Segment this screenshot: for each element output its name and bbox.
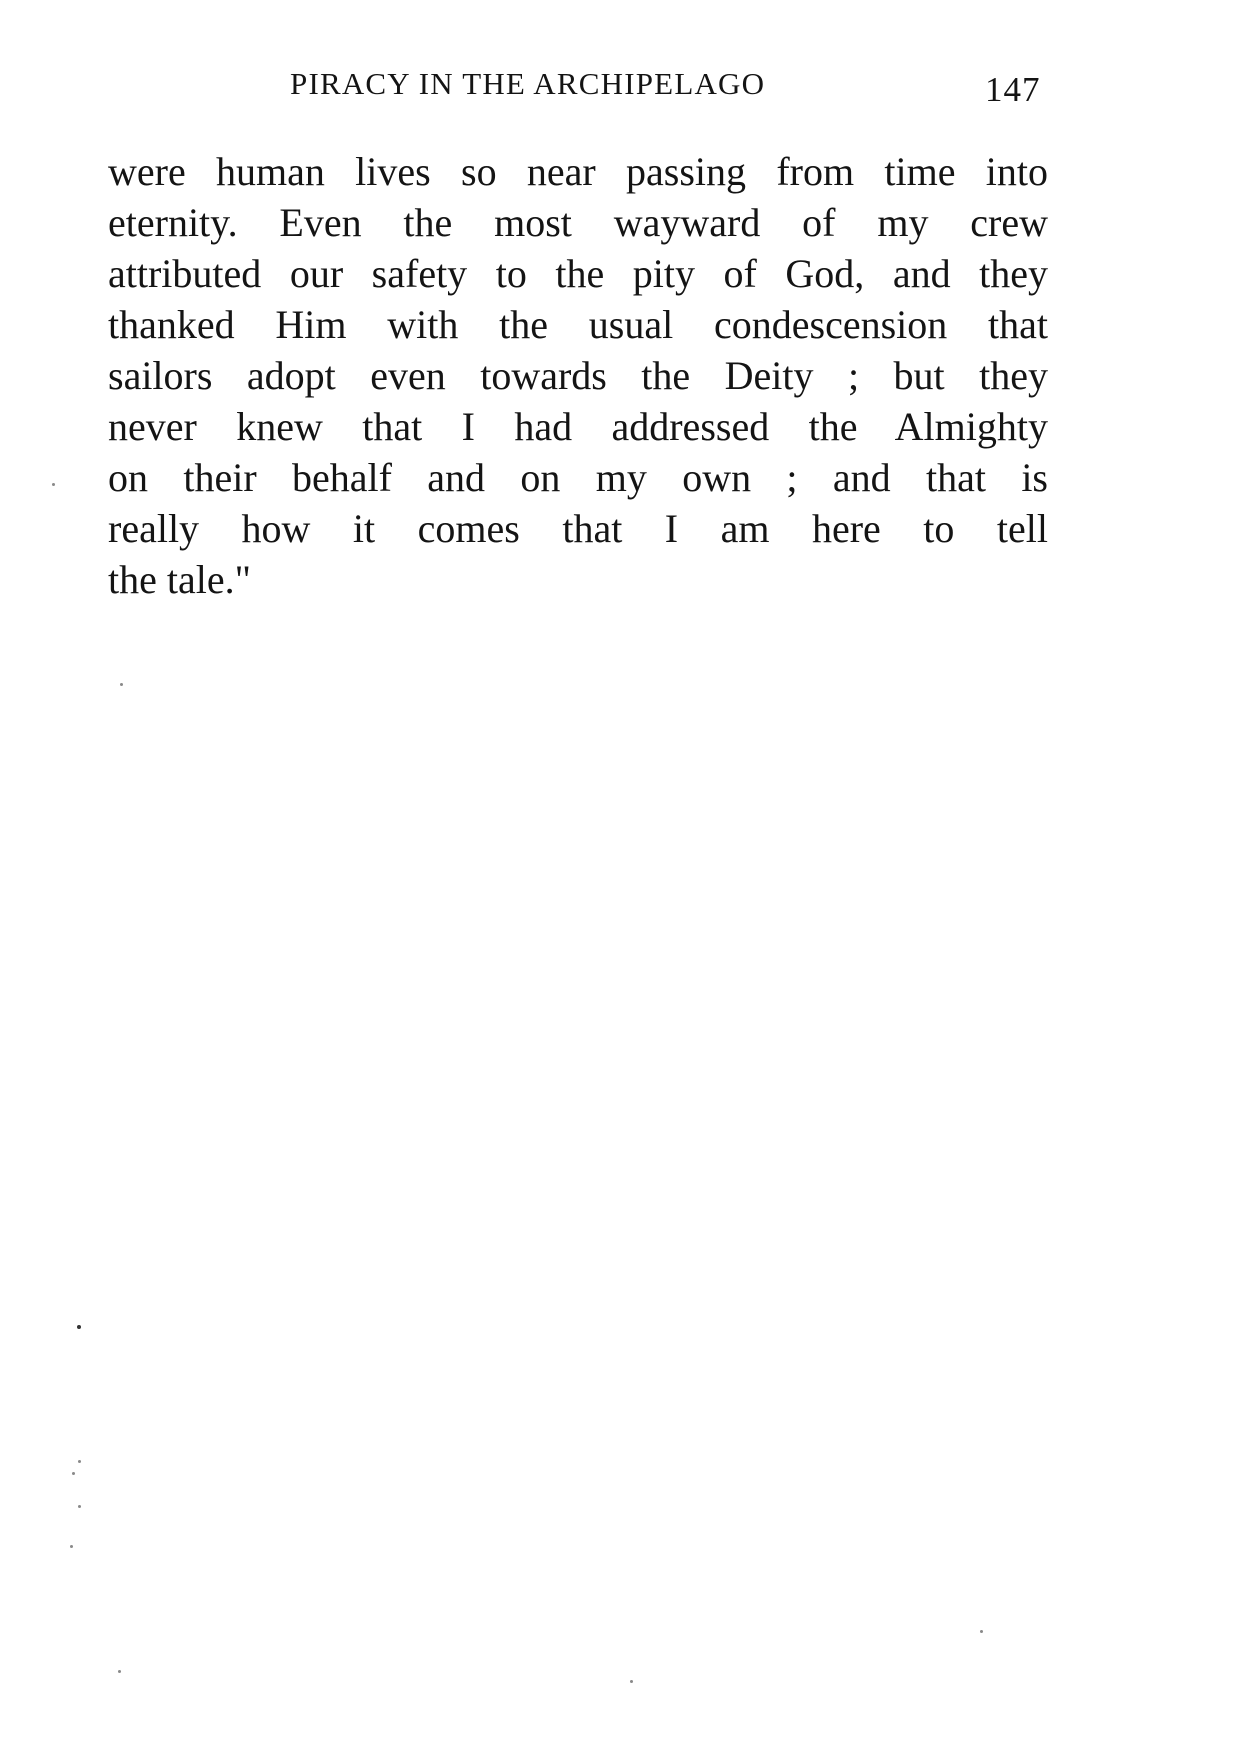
scan-speck: [980, 1630, 983, 1633]
body-text: [108, 146, 1048, 605]
text-line: were human lives so near passing from time into: [108, 149, 1048, 194]
text-line: really how it comes that I am here to tell: [108, 506, 1048, 551]
running-title: PIRACY IN THE ARCHIPELAGO: [290, 66, 766, 101]
text-line: never knew that I had addressed the Almighty: [108, 404, 1048, 449]
scan-speck: [78, 1460, 81, 1463]
scan-speck: [70, 1545, 73, 1548]
scan-speck: [52, 483, 55, 486]
scan-speck: [118, 1670, 121, 1673]
text-line: the tale.": [108, 557, 251, 602]
text-line: sailors adopt even towards the Deity ; but they: [108, 353, 1048, 398]
scan-speck: [78, 1505, 81, 1508]
scan-speck: [72, 1472, 75, 1475]
text-line: eternity. Even the most wayward of my crew: [108, 200, 1048, 245]
scan-speck: [630, 1680, 633, 1683]
scan-speck: [77, 1325, 81, 1329]
text-line: on their behalf and on my own ; and that is: [108, 455, 1048, 500]
text-line: thanked Him with the usual condescension that: [108, 302, 1048, 347]
scan-speck: [120, 683, 123, 686]
text-line: attributed our safety to the pity of God, and they: [108, 251, 1048, 296]
page-number: 147: [985, 70, 1041, 109]
